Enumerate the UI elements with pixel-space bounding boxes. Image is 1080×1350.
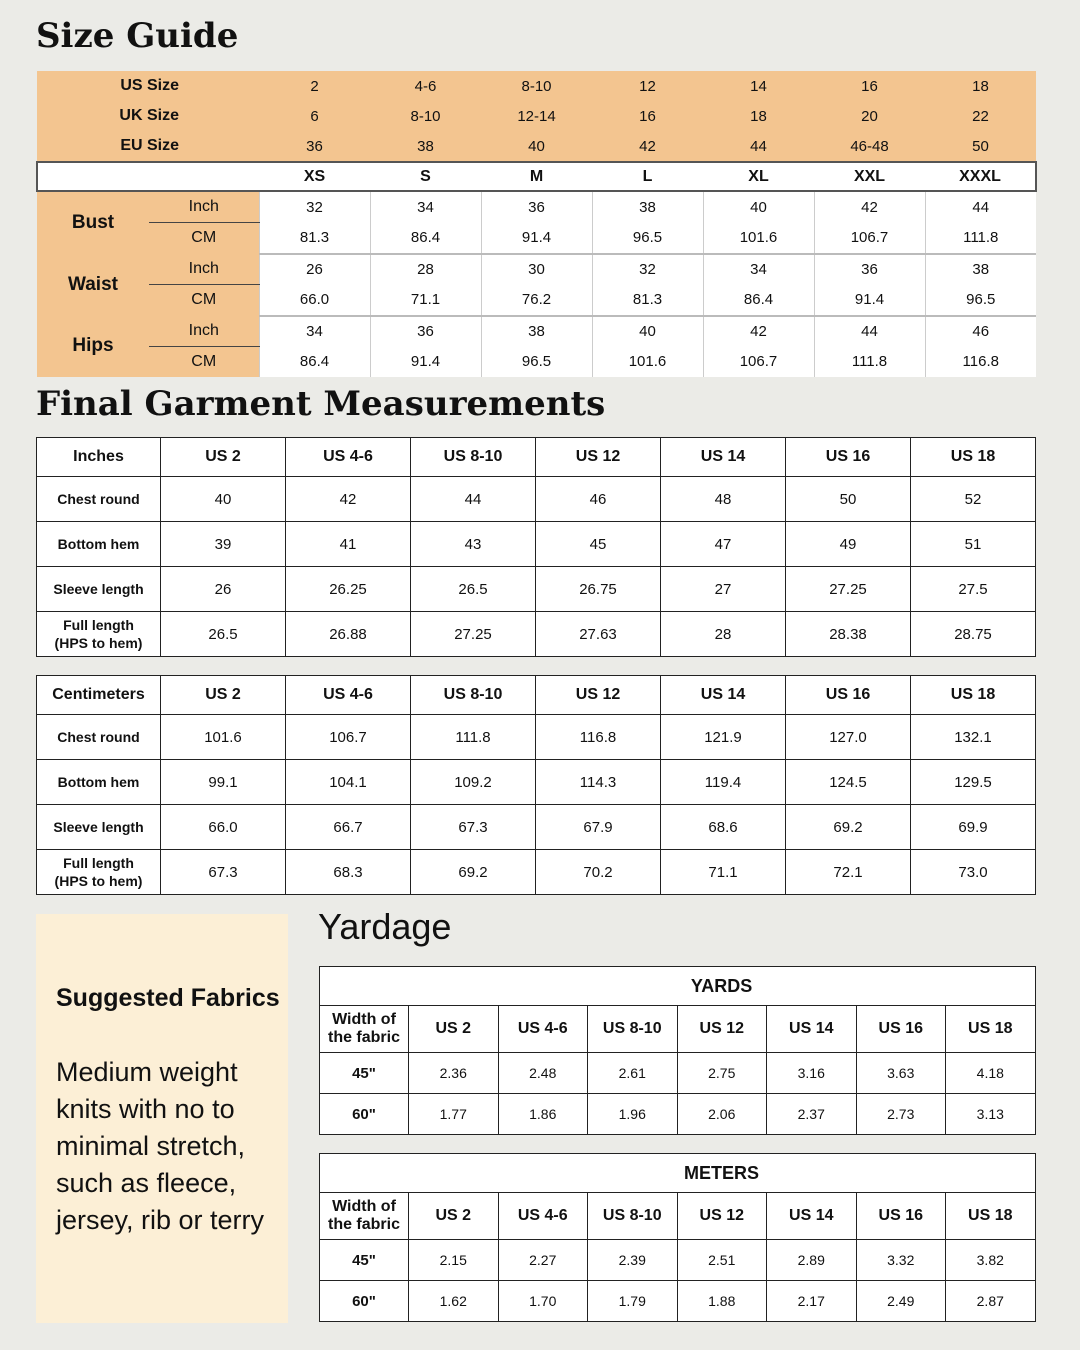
size-header: US 12 [536,438,661,477]
garment-value: 68.3 [286,850,411,895]
garment-value: 67.9 [536,805,661,850]
garment-value: 71.1 [661,850,786,895]
garment-row-label [37,567,161,612]
measurement-cm-row [37,285,1036,316]
yardage-value: 2.17 [767,1281,857,1322]
unit-inch-label: Inch [149,316,259,347]
yardage-title-row [320,1154,1036,1193]
size-header: US 14 [661,438,786,477]
measurement-value: 38 [481,316,592,347]
yardage-value: 2.06 [677,1094,767,1135]
garment-row [37,715,1036,760]
unit-inch-label: Inch [149,254,259,285]
size-header: US 4-6 [286,438,411,477]
measurement-value: 91.4 [481,223,592,254]
garment-value: 119.4 [661,760,786,805]
garment-value: 41 [286,522,411,567]
garment-value: 43 [411,522,536,567]
size-value: 44 [703,131,814,162]
garment-value: 40 [161,477,286,522]
garment-value: 114.3 [536,760,661,805]
garment-value: 27.25 [411,612,536,657]
measurement-value: 46 [925,316,1036,347]
size-value: 2 [259,71,370,101]
measurement-value: 30 [481,254,592,285]
width-label-line1: Width of [332,1198,396,1215]
yardage-value: 1.86 [498,1094,588,1135]
measurement-cm-row [37,223,1036,254]
measurement-value: 76.2 [481,285,592,316]
yardage-title-blank [320,1154,409,1193]
measurement-value: 42 [703,316,814,347]
yardage-unit-title: YARDS [409,967,1036,1006]
garment-value: 26.5 [411,567,536,612]
garment-value: 26.25 [286,567,411,612]
garment-value: 106.7 [286,715,411,760]
garment-value: 67.3 [411,805,536,850]
suggested-fabrics-text: Medium weight knits with no to minimal stretch, such as fleece, jersey, rib or terry [56,1057,265,1235]
garment-row-sublabel: (HPS to hem) [54,635,143,651]
letter-size: M [481,162,592,191]
garment-value: 27.63 [536,612,661,657]
measurement-value: 106.7 [814,223,925,254]
size-header: US 4-6 [498,1193,588,1240]
letter-size: XXL [814,162,925,191]
size-header: US 16 [856,1193,946,1240]
yardage-value: 2.89 [767,1240,857,1281]
measurement-value: 34 [370,191,481,223]
yardage-value: 2.51 [677,1240,767,1281]
garment-row-label-text: Full length [63,617,134,633]
garment-value: 28 [661,612,786,657]
measurement-value: 111.8 [925,223,1036,254]
measurement-value: 96.5 [481,347,592,378]
size-header: US 18 [946,1006,1036,1053]
yardage-unit-title: METERS [409,1154,1036,1193]
garment-row [37,522,1036,567]
size-value: 38 [370,131,481,162]
yardage-value: 2.39 [588,1240,678,1281]
garment-value: 116.8 [536,715,661,760]
letter-size: XXXL [925,162,1036,191]
measurement-value: 101.6 [592,347,703,378]
size-value: 4-6 [370,71,481,101]
unit-header: Centimeters [37,676,161,715]
garment-value: 121.9 [661,715,786,760]
size-header: US 18 [911,438,1036,477]
measurement-value: 111.8 [814,347,925,378]
garment-inches-table [36,437,1036,657]
yardage-value: 2.75 [677,1053,767,1094]
measurement-value: 44 [925,191,1036,223]
yardage-header-row [320,1193,1036,1240]
garment-row [37,612,1036,657]
width-of-fabric-label [320,1193,409,1240]
garment-value: 44 [411,477,536,522]
measurement-value: 32 [592,254,703,285]
size-header: US 2 [409,1193,499,1240]
measurement-value: 86.4 [370,223,481,254]
measurement-value: 101.6 [703,223,814,254]
garment-value: 51 [911,522,1036,567]
measurement-inch-row [37,316,1036,347]
garment-row-label-text: Chest round [57,491,140,507]
garment-row-label [37,715,161,760]
garment-value: 52 [911,477,1036,522]
garment-value: 26.75 [536,567,661,612]
garment-value: 72.1 [786,850,911,895]
garment-row-label-text: Sleeve length [53,819,144,835]
letter-size: XL [703,162,814,191]
measurement-value: 86.4 [259,347,370,378]
garment-value: 69.2 [411,850,536,895]
measurement-name: Bust [37,191,149,254]
size-header: US 16 [856,1006,946,1053]
garment-value: 28.38 [786,612,911,657]
measurement-value: 106.7 [703,347,814,378]
yardage-header-row [320,1006,1036,1053]
garment-value: 68.6 [661,805,786,850]
garment-row-sublabel: (HPS to hem) [54,873,143,889]
yardage-value: 2.48 [498,1053,588,1094]
garment-value: 42 [286,477,411,522]
measurement-name: Waist [37,254,149,316]
yardage-value: 2.37 [767,1094,857,1135]
width-of-fabric-label [320,1006,409,1053]
size-header: US 12 [677,1193,767,1240]
measurement-value: 26 [259,254,370,285]
letter-size-row [37,162,1036,191]
size-value: 36 [259,131,370,162]
garment-value: 39 [161,522,286,567]
measurement-cm-row [37,347,1036,378]
garment-value: 99.1 [161,760,286,805]
size-header: US 2 [161,676,286,715]
yardage-value: 2.27 [498,1240,588,1281]
garment-row [37,850,1036,895]
size-value: 8-10 [481,71,592,101]
measurement-value: 81.3 [592,285,703,316]
size-value: 22 [925,101,1036,131]
yardage-title-row [320,967,1036,1006]
measurement-name: Hips [37,316,149,378]
size-header: US 14 [767,1193,857,1240]
size-system-label: US Size [37,71,259,101]
garment-value: 70.2 [536,850,661,895]
fabric-width: 60" [320,1281,409,1322]
yardage-value: 1.62 [409,1281,499,1322]
measurement-value: 40 [703,191,814,223]
garment-row-label [37,760,161,805]
yardage-meters-table [319,1153,1036,1322]
size-value: 20 [814,101,925,131]
yardage-row [320,1094,1036,1135]
measurement-inch-row [37,254,1036,285]
measurement-value: 32 [259,191,370,223]
yardage-value: 2.73 [856,1094,946,1135]
width-label-line1: Width of [332,1011,396,1028]
measurement-value: 34 [259,316,370,347]
size-value: 46-48 [814,131,925,162]
size-value: 12-14 [481,101,592,131]
yardage-value: 3.16 [767,1053,857,1094]
garment-value: 47 [661,522,786,567]
size-header: US 16 [786,438,911,477]
yardage-row [320,1240,1036,1281]
size-value: 16 [814,71,925,101]
garment-row-label [37,805,161,850]
yardage-value: 2.87 [946,1281,1036,1322]
garment-row-label [37,850,161,895]
garment-row-label-text: Chest round [57,729,140,745]
garment-row-label-text: Full length [63,855,134,871]
size-header: US 2 [409,1006,499,1053]
garment-row-label-text: Bottom hem [57,536,140,552]
measurement-value: 116.8 [925,347,1036,378]
size-header: US 8-10 [411,676,536,715]
garment-value: 111.8 [411,715,536,760]
yardage-value: 3.13 [946,1094,1036,1135]
size-value: 16 [592,101,703,131]
yardage-yards-table [319,966,1036,1135]
unit-cm-label: CM [149,223,259,254]
garment-value: 101.6 [161,715,286,760]
garment-value: 129.5 [911,760,1036,805]
size-header: US 4-6 [286,676,411,715]
measurement-value: 36 [814,254,925,285]
size-system-label: EU Size [37,131,259,162]
size-row [37,71,1036,101]
measurement-value: 66.0 [259,285,370,316]
garment-value: 27 [661,567,786,612]
yardage-value: 3.63 [856,1053,946,1094]
measurement-value: 28 [370,254,481,285]
garment-value: 46 [536,477,661,522]
garment-value: 45 [536,522,661,567]
yardage-title-blank [320,967,409,1006]
garment-value: 28.75 [911,612,1036,657]
yardage-value: 1.77 [409,1094,499,1135]
size-header: US 14 [661,676,786,715]
letter-size: L [592,162,703,191]
yardage-value: 3.32 [856,1240,946,1281]
size-value: 6 [259,101,370,131]
garment-measurements-title: Final Garment Measurements [36,384,606,424]
measurement-value: 91.4 [370,347,481,378]
measurement-value: 91.4 [814,285,925,316]
garment-row-label [37,477,161,522]
garment-row-label [37,522,161,567]
yardage-value: 4.18 [946,1053,1036,1094]
unit-cm-label: CM [149,285,259,316]
measurement-value: 40 [592,316,703,347]
garment-value: 26 [161,567,286,612]
size-header: US 18 [911,676,1036,715]
garment-value: 67.3 [161,850,286,895]
suggested-fabrics-panel [36,914,288,1323]
yardage-value: 1.96 [588,1094,678,1135]
yardage-value: 1.79 [588,1281,678,1322]
yardage-value: 3.82 [946,1240,1036,1281]
unit-header: Inches [37,438,161,477]
measurement-value: 96.5 [592,223,703,254]
width-label-line2: the fabric [327,1029,400,1046]
garment-value: 66.0 [161,805,286,850]
yardage-value: 1.88 [677,1281,767,1322]
size-value: 14 [703,71,814,101]
size-header: US 18 [946,1193,1036,1240]
garment-row-label-text: Bottom hem [57,774,140,790]
garment-row-label [37,612,161,657]
size-header: US 14 [767,1006,857,1053]
size-header: US 12 [536,676,661,715]
garment-row [37,805,1036,850]
garment-value: 26.88 [286,612,411,657]
garment-value: 50 [786,477,911,522]
garment-value: 66.7 [286,805,411,850]
measurement-value: 81.3 [259,223,370,254]
measurement-value: 44 [814,316,925,347]
garment-row [37,477,1036,522]
size-system-label: UK Size [37,101,259,131]
garment-cm-table [36,675,1036,895]
yardage-value: 2.61 [588,1053,678,1094]
yardage-value: 2.36 [409,1053,499,1094]
yardage-value: 1.70 [498,1281,588,1322]
letter-size: S [370,162,481,191]
measurement-value: 86.4 [703,285,814,316]
fabric-width: 60" [320,1094,409,1135]
fabric-width: 45" [320,1053,409,1094]
size-header: US 12 [677,1006,767,1053]
yardage-value: 2.49 [856,1281,946,1322]
size-guide-table [36,71,1037,377]
size-value: 50 [925,131,1036,162]
garment-value: 132.1 [911,715,1036,760]
size-row [37,101,1036,131]
garment-value: 104.1 [286,760,411,805]
size-value: 18 [925,71,1036,101]
garment-value: 26.5 [161,612,286,657]
measurement-value: 38 [925,254,1036,285]
garment-header-row [37,438,1036,477]
measurement-value: 42 [814,191,925,223]
measurement-value: 36 [370,316,481,347]
garment-value: 27.5 [911,567,1036,612]
garment-value: 73.0 [911,850,1036,895]
unit-inch-label: Inch [149,191,259,223]
size-value: 12 [592,71,703,101]
measurement-value: 34 [703,254,814,285]
measurement-inch-row [37,191,1036,223]
garment-row [37,760,1036,805]
garment-value: 127.0 [786,715,911,760]
size-guide-title: Size Guide [36,16,239,56]
measurement-value: 96.5 [925,285,1036,316]
garment-value: 69.2 [786,805,911,850]
yardage-title: Yardage [318,906,452,947]
size-value: 42 [592,131,703,162]
garment-value: 48 [661,477,786,522]
size-header: US 8-10 [411,438,536,477]
size-row [37,131,1036,162]
measurement-value: 36 [481,191,592,223]
size-value: 18 [703,101,814,131]
garment-value: 69.9 [911,805,1036,850]
garment-value: 27.25 [786,567,911,612]
measurement-value: 71.1 [370,285,481,316]
garment-row [37,567,1036,612]
size-value: 40 [481,131,592,162]
letter-size: XS [259,162,370,191]
garment-header-row [37,676,1036,715]
unit-cm-label: CM [149,347,259,378]
size-value: 8-10 [370,101,481,131]
size-header: US 2 [161,438,286,477]
width-label-line2: the fabric [327,1216,400,1233]
fabric-width: 45" [320,1240,409,1281]
garment-value: 124.5 [786,760,911,805]
suggested-fabrics-title: Suggested Fabrics [56,984,280,1012]
garment-value: 109.2 [411,760,536,805]
yardage-row [320,1281,1036,1322]
garment-row-label-text: Sleeve length [53,581,144,597]
garment-value: 49 [786,522,911,567]
size-header: US 8-10 [588,1006,678,1053]
yardage-row [320,1053,1036,1094]
measurement-value: 38 [592,191,703,223]
yardage-value: 2.15 [409,1240,499,1281]
size-header: US 4-6 [498,1006,588,1053]
letter-size-blank [37,162,259,191]
size-header: US 16 [786,676,911,715]
size-header: US 8-10 [588,1193,678,1240]
